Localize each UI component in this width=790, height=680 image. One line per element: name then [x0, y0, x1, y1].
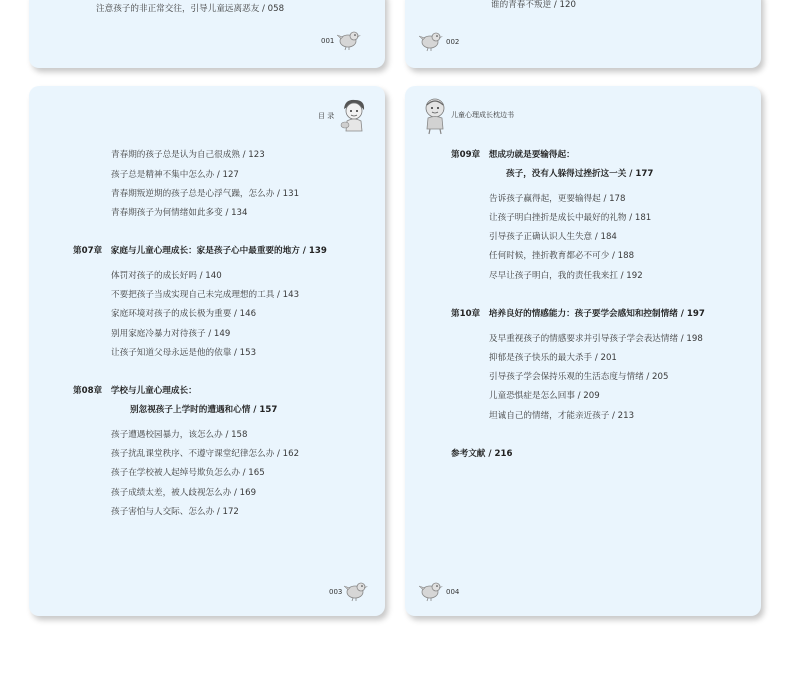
toc-item: 尽早让孩子明白，我的责任我来扛 / 192	[489, 271, 643, 281]
toc-item: 青春期孩子为何情绪如此多变 / 134	[111, 208, 248, 218]
bird-icon	[418, 578, 444, 602]
references-heading: 参考文献 / 216	[451, 449, 513, 459]
chapter-heading: 第08章 学校与儿童心理成长：	[73, 386, 197, 396]
toc-item: 让孩子明白挫折是成长中最好的礼物 / 181	[489, 213, 652, 223]
toc-item: 青春期叛逆期的孩子总是心浮气躁，怎么办 / 131	[111, 189, 300, 199]
page-right	[405, 86, 761, 616]
toc-item: 引导孩子正确认识人生失意 / 184	[489, 232, 617, 242]
bird-icon	[418, 28, 444, 52]
toc-item: 孩子遭遇校园暴力，该怎么办 / 158	[111, 430, 248, 440]
toc-item: 别用家庭冷暴力对待孩子 / 149	[111, 329, 231, 339]
bird-icon	[343, 578, 369, 602]
chapter-heading-continued: 孩子，没有人躲得过挫折这一关 / 177	[506, 169, 654, 179]
toc-item: 任何时候，挫折教育都必不可少 / 188	[489, 251, 635, 261]
toc-item: 青春期的孩子总是认为自己很成熟 / 123	[111, 150, 265, 160]
page-number: 003	[329, 588, 343, 596]
toc-item: 及早重视孩子的情感要求并引导孩子学会表达情绪 / 198	[489, 334, 703, 344]
page-top-left	[29, 0, 385, 68]
toc-item: 儿童恐惧症是怎么回事 / 209	[489, 391, 600, 401]
toc-item: 孩子扰乱课堂秩序、不遵守课堂纪律怎么办 / 162	[111, 449, 300, 459]
page-header: 目 录	[318, 112, 335, 120]
toc-item: 抑郁是孩子快乐的最大杀手 / 201	[489, 353, 617, 363]
boy-icon	[339, 97, 369, 133]
page-number: 001	[321, 37, 335, 45]
chapter-heading-continued: 别忽视孩子上学时的遭遇和心情 / 157	[130, 405, 278, 415]
toc-item: 家庭环境对孩子的成长极为重要 / 146	[111, 309, 257, 319]
chapter-heading: 第07章 家庭与儿童心理成长：家是孩子心中最重要的地方 / 139	[73, 246, 327, 256]
page-header: 儿童心理成长枕边书	[451, 111, 514, 119]
toc-item: 不要把孩子当成实现自己未完成理想的工具 / 143	[111, 290, 300, 300]
toc-item: 坦诚自己的情绪，才能亲近孩子 / 213	[489, 411, 635, 421]
toc-item: 孩子害怕与人交际、怎么办 / 172	[111, 507, 239, 517]
toc-item: 孩子成绩太差，被人歧视怎么办 / 169	[111, 488, 257, 498]
toc-item: 告诉孩子赢得起，更要输得起 / 178	[489, 194, 626, 204]
toc-item: 孩子在学校被人起绰号欺负怎么办 / 165	[111, 468, 265, 478]
chapter-heading: 第10章 培养良好的情感能力：孩子要学会感知和控制情绪 / 197	[451, 309, 705, 319]
chapter-heading: 第09章 想成功就是要输得起：	[451, 150, 575, 160]
page-left	[29, 86, 385, 616]
toc-item: 让孩子知道父母永远是他的依靠 / 153	[111, 348, 257, 358]
toc-item: 孩子总是精神不集中怎么办 / 127	[111, 170, 239, 180]
toc-entry: 注意孩子的非正常交往，引导儿童远离恶友 / 058	[96, 4, 285, 14]
toc-item: 引导孩子学会保持乐观的生活态度与情绪 / 205	[489, 372, 669, 382]
page-number: 004	[446, 588, 460, 596]
page-top-right	[405, 0, 761, 68]
toc-item: 体罚对孩子的成长好吗 / 140	[111, 271, 222, 281]
page-number: 002	[446, 38, 460, 46]
bird-icon	[336, 27, 362, 51]
toc-entry: 谁的青春不叛逆 / 120	[491, 0, 576, 10]
child-icon	[423, 97, 449, 135]
